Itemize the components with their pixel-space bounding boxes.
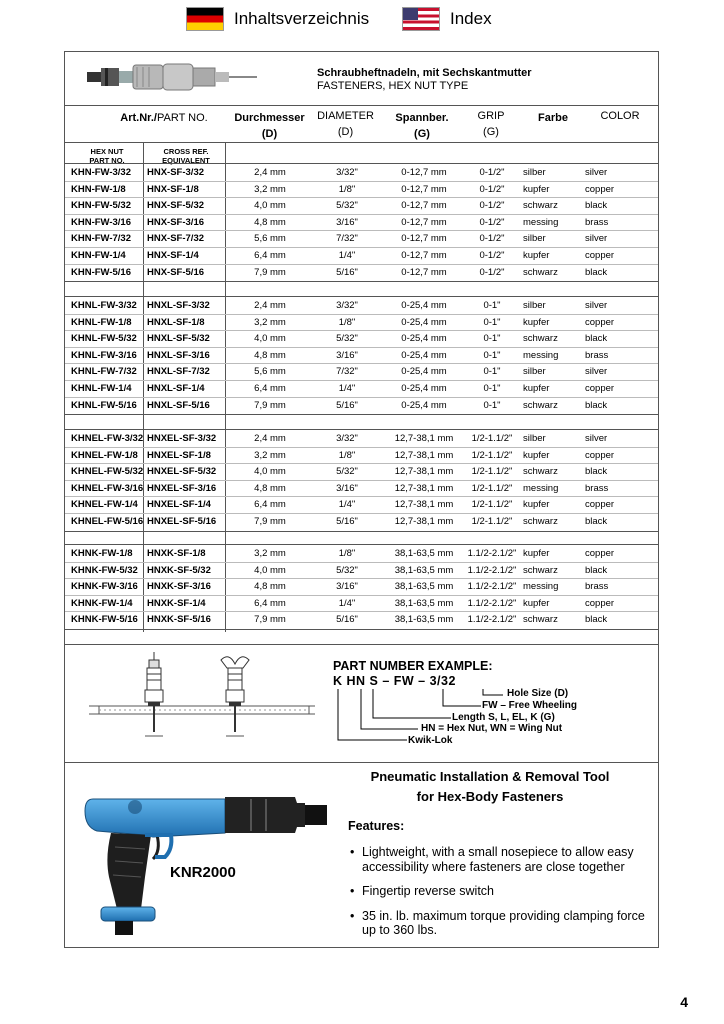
table-cell: 38,1-63,5 mm <box>394 614 454 626</box>
table-cell: 0-1/2" <box>479 266 505 278</box>
header-spannber-label: Spannber. <box>395 112 449 124</box>
row-divider <box>65 578 658 579</box>
table-cell: messing <box>523 349 559 361</box>
table-cell: 0-1/2" <box>479 216 505 228</box>
table-cell: KHNK-FW-1/4 <box>71 597 133 609</box>
table-cell: KHNL-FW-5/32 <box>71 333 137 345</box>
table-cell: KHNK-FW-5/32 <box>71 564 138 576</box>
nav-en-label: Index <box>450 9 492 28</box>
table-cell: schwarz <box>523 333 558 345</box>
table-cell: 0-1" <box>483 383 501 394</box>
table-cell: HNXEL-SF-1/4 <box>147 499 211 511</box>
table-cell: 3/16" <box>336 581 358 593</box>
table-cell: 1/8" <box>338 449 356 461</box>
table-cell: 38,1-63,5 mm <box>394 581 454 593</box>
table-cell: 7,9 mm <box>254 266 286 278</box>
page-number: 4 <box>680 994 688 1010</box>
table-cell: 0-1/2" <box>479 200 505 212</box>
table-cell: black <box>585 200 608 212</box>
header-color: COLOR <box>600 110 640 122</box>
table-cell: 0-25,4 mm <box>401 300 447 311</box>
table-cell: 12,7-38,1 mm <box>394 433 454 444</box>
table-cell: 0-25,4 mm <box>401 383 447 394</box>
example-title: PART NUMBER EXAMPLE: <box>333 659 493 673</box>
table-cell: KHNEL-FW-1/8 <box>71 449 138 461</box>
german-flag-icon <box>187 8 223 30</box>
table-cell: 2,4 mm <box>254 167 286 178</box>
row-divider <box>65 347 658 348</box>
example-code: K HN S – FW – 3/32 <box>333 674 456 688</box>
table-cell: black <box>585 266 608 278</box>
table-cell: 1.1/2-2.1/2" <box>467 614 517 626</box>
table-cell: 3,2 mm <box>254 548 286 559</box>
row-divider <box>65 463 658 464</box>
table-cell: 0-25,4 mm <box>401 349 447 361</box>
tool-model: KNR2000 <box>170 864 236 881</box>
table-cell: KHN-FW-5/32 <box>71 200 131 212</box>
table-cell: copper <box>585 597 615 609</box>
group-divider <box>65 629 658 630</box>
table-cell: silber <box>523 366 546 378</box>
table-cell: 1/2-1.1/2" <box>471 499 513 511</box>
tool-title-line1: Pneumatic Installation & Removal Tool <box>370 769 610 784</box>
table-cell: 7,9 mm <box>254 614 286 626</box>
table-cell: kupfer <box>523 383 550 394</box>
table-cell: 12,7-38,1 mm <box>394 466 454 478</box>
header-artnr-de: Art.Nr./ <box>120 112 157 124</box>
table-cell: 0-25,4 mm <box>401 399 447 411</box>
table-cell: KHNL-FW-1/8 <box>71 316 132 328</box>
group-divider <box>65 531 658 532</box>
table-cell: 1/4" <box>338 383 356 394</box>
header-partno: PART NO. <box>156 112 208 124</box>
table-cell: 0-12,7 mm <box>401 233 447 245</box>
table-cell: KHNK-FW-1/8 <box>71 548 133 559</box>
table-cell: copper <box>585 183 615 195</box>
row-divider <box>65 363 658 364</box>
table-cell: schwarz <box>523 466 558 478</box>
table-cell: copper <box>585 548 615 559</box>
table-cell: KHNEL-FW-3/16 <box>71 482 144 494</box>
table-cell: KHNL-FW-3/16 <box>71 349 137 361</box>
header-farbe: Farbe <box>538 112 568 124</box>
table-cell: black <box>585 516 608 527</box>
table-cell: HNX-SF-5/16 <box>147 266 205 278</box>
table-cell: black <box>585 333 608 345</box>
group-divider <box>65 163 658 164</box>
table-cell: 0-12,7 mm <box>401 250 447 261</box>
table-cell: KHNEL-FW-5/16 <box>71 516 144 527</box>
legend-hole-size: Hole Size (D) <box>507 688 569 699</box>
table-cell: 7/32" <box>336 233 358 245</box>
table-cell: 0-25,4 mm <box>401 316 447 328</box>
table-cell: 0-12,7 mm <box>401 167 447 178</box>
table-cell: 38,1-63,5 mm <box>394 597 454 609</box>
table-cell: 3/32" <box>336 433 358 444</box>
table-cell: 3/32" <box>336 300 358 311</box>
table-cell: 0-1" <box>483 316 501 328</box>
table-cell: KHN-FW-5/16 <box>71 266 131 278</box>
row-divider <box>65 314 658 315</box>
table-cell: KHN-FW-1/8 <box>71 183 126 195</box>
table-cell: 4,0 mm <box>254 466 286 478</box>
table-cell: 6,4 mm <box>254 383 286 394</box>
header-diameter-sub: (D) <box>337 126 354 138</box>
table-cell: 0-12,7 mm <box>401 216 447 228</box>
divider <box>65 142 658 143</box>
table-cell: silver <box>585 233 608 245</box>
table-cell: 38,1-63,5 mm <box>394 548 454 559</box>
tool-title <box>340 767 640 807</box>
table-cell: HNXL-SF-5/32 <box>147 333 210 345</box>
table-cell: 0-1" <box>483 366 501 378</box>
table-cell: HNXL-SF-5/16 <box>147 399 210 411</box>
row-divider <box>65 214 658 215</box>
table-cell: 3/16" <box>336 349 358 361</box>
table-cell: schwarz <box>523 266 558 278</box>
table-cell: 7,9 mm <box>254 399 286 411</box>
table-cell: 5/32" <box>336 333 358 345</box>
table-cell: 1.1/2-2.1/2" <box>467 564 517 576</box>
table-cell: 4,0 mm <box>254 333 286 345</box>
row-divider <box>65 247 658 248</box>
table-cell: 1/2-1.1/2" <box>471 433 513 444</box>
header-spannber <box>387 112 457 140</box>
row-divider <box>65 595 658 596</box>
row-divider <box>65 330 658 331</box>
feature-item: • 35 in. lb. maximum torque providing clamping force up to 360 lbs. <box>348 909 648 938</box>
table-cell: 5/16" <box>336 516 358 527</box>
table-cell: kupfer <box>523 449 550 461</box>
table-cell: KHNL-FW-7/32 <box>71 366 137 378</box>
row-divider <box>65 197 658 198</box>
table-cell: KHNEL-FW-5/32 <box>71 466 144 478</box>
table-cell: 1/8" <box>338 316 356 328</box>
table-cell: HNX-SF-3/32 <box>147 167 205 178</box>
us-flag-icon <box>403 8 439 30</box>
table-cell: 6,4 mm <box>254 597 286 609</box>
table-cell: HNXK-SF-1/8 <box>147 548 206 559</box>
divider <box>65 105 658 106</box>
group-divider <box>65 296 658 297</box>
table-cell: schwarz <box>523 200 558 212</box>
table-cell: 5/32" <box>336 466 358 478</box>
table-cell: 4,8 mm <box>254 581 286 593</box>
table-cell: 5,6 mm <box>254 366 286 378</box>
legend-free-wheeling: FW – Free Wheeling <box>482 700 578 711</box>
subheader-hexnut-line1: HEX NUT <box>90 147 124 156</box>
subheader-crossref-line1: CROSS REF. <box>163 147 209 156</box>
table-cell: copper <box>585 383 615 394</box>
table-cell: 0-1" <box>483 333 501 345</box>
table-cell: schwarz <box>523 399 558 411</box>
group-divider <box>65 544 658 545</box>
table-cell: KHNK-FW-5/16 <box>71 614 138 626</box>
table-cell: silver <box>585 167 608 178</box>
table-cell: 1/8" <box>338 548 356 559</box>
table-cell: 5/16" <box>336 266 358 278</box>
table-cell: 1.1/2-2.1/2" <box>467 581 517 593</box>
table-cell: kupfer <box>523 499 550 511</box>
table-cell: KHNL-FW-1/4 <box>71 383 132 394</box>
table-cell: 0-25,4 mm <box>401 366 447 378</box>
table-cell: KHN-FW-3/16 <box>71 216 131 228</box>
table-cell: HNXL-SF-3/16 <box>147 349 210 361</box>
table-cell: brass <box>585 482 609 494</box>
table-cell: 4,0 mm <box>254 564 286 576</box>
table-cell: HNX-SF-7/32 <box>147 233 205 245</box>
table-cell: 2,4 mm <box>254 433 286 444</box>
table-cell: 6,4 mm <box>254 499 286 511</box>
table-cell: kupfer <box>523 597 550 609</box>
nav-inhaltsverzeichnis-link[interactable] <box>187 6 369 32</box>
table-cell: copper <box>585 449 615 461</box>
content-frame <box>64 51 659 948</box>
table-cell: kupfer <box>523 183 550 195</box>
table-cell: KHN-FW-1/4 <box>71 250 126 261</box>
tool-title-line2: for Hex-Body Fasteners <box>416 789 564 804</box>
subheader-crossref-line2: EQUIVALENT <box>162 156 210 165</box>
header-grip-sub: (G) <box>483 126 499 138</box>
divider <box>65 762 658 763</box>
table-cell: 1/2-1.1/2" <box>471 466 513 478</box>
table-cell: KHNL-FW-3/32 <box>71 300 137 311</box>
subheader-hexnut-line2: PART NO. <box>89 156 125 165</box>
table-cell: 1/2-1.1/2" <box>471 516 513 527</box>
table-cell: black <box>585 614 608 626</box>
table-cell: 12,7-38,1 mm <box>394 499 454 511</box>
table-cell: KHNK-FW-3/16 <box>71 581 138 593</box>
table-cell: 0-12,7 mm <box>401 183 447 195</box>
feature-item: • Fingertip reverse switch <box>348 884 648 899</box>
table-cell: 0-1/2" <box>479 183 505 195</box>
table-cell: schwarz <box>523 516 558 527</box>
table-cell: 12,7-38,1 mm <box>394 516 454 527</box>
table-cell: 0-1" <box>483 399 501 411</box>
table-cell: HNX-SF-5/32 <box>147 200 205 212</box>
table-cell: silver <box>585 366 608 378</box>
table-cell: HNX-SF-1/4 <box>147 250 199 261</box>
table-cell: 0-12,7 mm <box>401 266 447 278</box>
table-cell: HNXL-SF-3/32 <box>147 300 210 311</box>
table-cell: 3,2 mm <box>254 449 286 461</box>
table-cell: 12,7-38,1 mm <box>394 482 454 494</box>
row-divider <box>65 230 658 231</box>
table-cell: 3/32" <box>336 167 358 178</box>
fastener-installation-diagram <box>85 650 315 750</box>
row-divider <box>65 181 658 182</box>
table-cell: silber <box>523 167 546 178</box>
table-cell: 5/16" <box>336 614 358 626</box>
table-cell: copper <box>585 499 615 511</box>
table-cell: HNXK-SF-1/4 <box>147 597 206 609</box>
table-cell: 5/16" <box>336 399 358 411</box>
table-cell: 4,8 mm <box>254 482 286 494</box>
features-list <box>348 845 648 948</box>
row-divider <box>65 611 658 612</box>
table-cell: HNX-SF-1/8 <box>147 183 199 195</box>
table-cell: 0-1/2" <box>479 167 505 178</box>
table-cell: 5,6 mm <box>254 233 286 245</box>
table-cell: silber <box>523 300 546 311</box>
group-divider <box>65 281 658 282</box>
row-divider <box>65 480 658 481</box>
table-cell: HNXEL-SF-3/32 <box>147 433 217 444</box>
row-divider <box>65 447 658 448</box>
table-cell: 3/16" <box>336 482 358 494</box>
legend-length: Length S, L, EL, K (G) <box>452 712 555 723</box>
table-cell: 1/4" <box>338 250 356 261</box>
table-cell: 1/2-1.1/2" <box>471 449 513 461</box>
table-cell: messing <box>523 581 559 593</box>
table-cell: HNXK-SF-5/16 <box>147 614 211 626</box>
header-diameter-label: DIAMETER <box>317 110 374 122</box>
table-cell: copper <box>585 316 615 328</box>
header-artnr <box>99 112 229 124</box>
header-grip <box>461 110 521 138</box>
table-cell: 4,0 mm <box>254 200 286 212</box>
table-cell: 12,7-38,1 mm <box>394 449 454 461</box>
table-cell: KHNL-FW-5/16 <box>71 399 137 411</box>
header-durchmesser-label: Durchmesser <box>234 112 305 124</box>
table-cell: HNXK-SF-5/32 <box>147 564 211 576</box>
table-cell: 38,1-63,5 mm <box>394 564 454 576</box>
table-cell: 7,9 mm <box>254 516 286 527</box>
header-grip-label: GRIP <box>477 110 505 122</box>
features-label: Features: <box>348 819 405 833</box>
nav-de-label: Inhaltsverzeichnis <box>234 9 370 28</box>
table-cell: 6,4 mm <box>254 250 286 261</box>
table-cell: 5/32" <box>336 564 358 576</box>
table-cell: schwarz <box>523 614 558 626</box>
row-divider <box>65 380 658 381</box>
fastener-image <box>85 57 260 95</box>
legend-kwik-lok: Kwik-Lok <box>408 735 453 746</box>
legend-nut-type: HN = Hex Nut, WN = Wing Nut <box>421 723 563 734</box>
table-cell: 0-25,4 mm <box>401 333 447 345</box>
table-cell: copper <box>585 250 615 261</box>
table-cell: 0-1/2" <box>479 233 505 245</box>
table-cell: 2,4 mm <box>254 300 286 311</box>
table-cell: messing <box>523 482 559 494</box>
table-cell: schwarz <box>523 564 558 576</box>
row-divider <box>65 264 658 265</box>
row-divider <box>65 562 658 563</box>
table-cell: silber <box>523 433 546 444</box>
table-cell: black <box>585 466 608 478</box>
table-cell: HNXK-SF-3/16 <box>147 581 211 593</box>
table-cell: KHN-FW-3/32 <box>71 167 131 178</box>
table-cell: 3,2 mm <box>254 316 286 328</box>
table-cell: KHNEL-FW-3/32 <box>71 433 144 444</box>
header-durchmesser <box>227 112 312 140</box>
row-divider <box>65 397 658 398</box>
table-cell: 4,8 mm <box>254 349 286 361</box>
hero-title-de: Schraubheftnadeln, mit Sechskantmutter <box>317 67 532 79</box>
hero-title-en: FASTENERS, HEX NUT TYPE <box>317 80 469 92</box>
table-cell: black <box>585 399 608 411</box>
table-cell: 0-1/2" <box>479 250 505 261</box>
table-cell: kupfer <box>523 548 550 559</box>
group-divider <box>65 429 658 430</box>
table-cell: brass <box>585 581 609 593</box>
header-diameter <box>313 110 378 138</box>
table-cell: 3,2 mm <box>254 183 286 195</box>
table-cell: 1/2-1.1/2" <box>471 482 513 494</box>
table-cell: 0-12,7 mm <box>401 200 447 212</box>
table-cell: KHNEL-FW-1/4 <box>71 499 138 511</box>
table-cell: brass <box>585 216 609 228</box>
table-cell: HNXL-SF-1/8 <box>147 316 205 328</box>
divider <box>65 644 658 645</box>
table-cell: HNXEL-SF-5/16 <box>147 516 217 527</box>
table-cell: HNXEL-SF-3/16 <box>147 482 217 494</box>
header-durchmesser-sub: (D) <box>261 128 278 140</box>
row-divider <box>65 496 658 497</box>
table-cell: 3/16" <box>336 216 358 228</box>
table-cell: silver <box>585 300 608 311</box>
table-cell: 1/4" <box>338 499 356 511</box>
table-cell: HNXL-SF-7/32 <box>147 366 210 378</box>
table-cell: 1.1/2-2.1/2" <box>467 548 517 559</box>
table-cell: 1/4" <box>338 597 356 609</box>
table-cell: 0-1" <box>483 349 501 361</box>
table-cell: messing <box>523 216 559 228</box>
table-cell: 0-1" <box>483 300 501 311</box>
feature-item: • Lightweight, with a small nosepiece to allow easy accessibility where fasteners are close together <box>348 845 648 874</box>
table-cell: HNXEL-SF-1/8 <box>147 449 211 461</box>
table-cell: silver <box>585 433 608 444</box>
table-cell: kupfer <box>523 250 550 261</box>
table-cell: brass <box>585 349 609 361</box>
table-cell: kupfer <box>523 316 550 328</box>
table-cell: 4,8 mm <box>254 216 286 228</box>
table-cell: 7/32" <box>336 366 358 378</box>
table-cell: 1/8" <box>338 183 356 195</box>
table-cell: 1.1/2-2.1/2" <box>467 597 517 609</box>
hero-title <box>317 67 532 93</box>
table-cell: HNX-SF-3/16 <box>147 216 205 228</box>
table-cell: HNXL-SF-1/4 <box>147 383 205 394</box>
table-cell: HNXEL-SF-5/32 <box>147 466 217 478</box>
group-divider <box>65 414 658 415</box>
table-cell: 5/32" <box>336 200 358 212</box>
top-nav <box>0 6 724 32</box>
pneumatic-tool-image <box>75 777 335 942</box>
header-spannber-sub: (G) <box>414 128 430 140</box>
table-cell: silber <box>523 233 546 245</box>
table-cell: KHN-FW-7/32 <box>71 233 131 245</box>
table-cell: black <box>585 564 608 576</box>
row-divider <box>65 513 658 514</box>
nav-index-link[interactable] <box>403 6 492 32</box>
